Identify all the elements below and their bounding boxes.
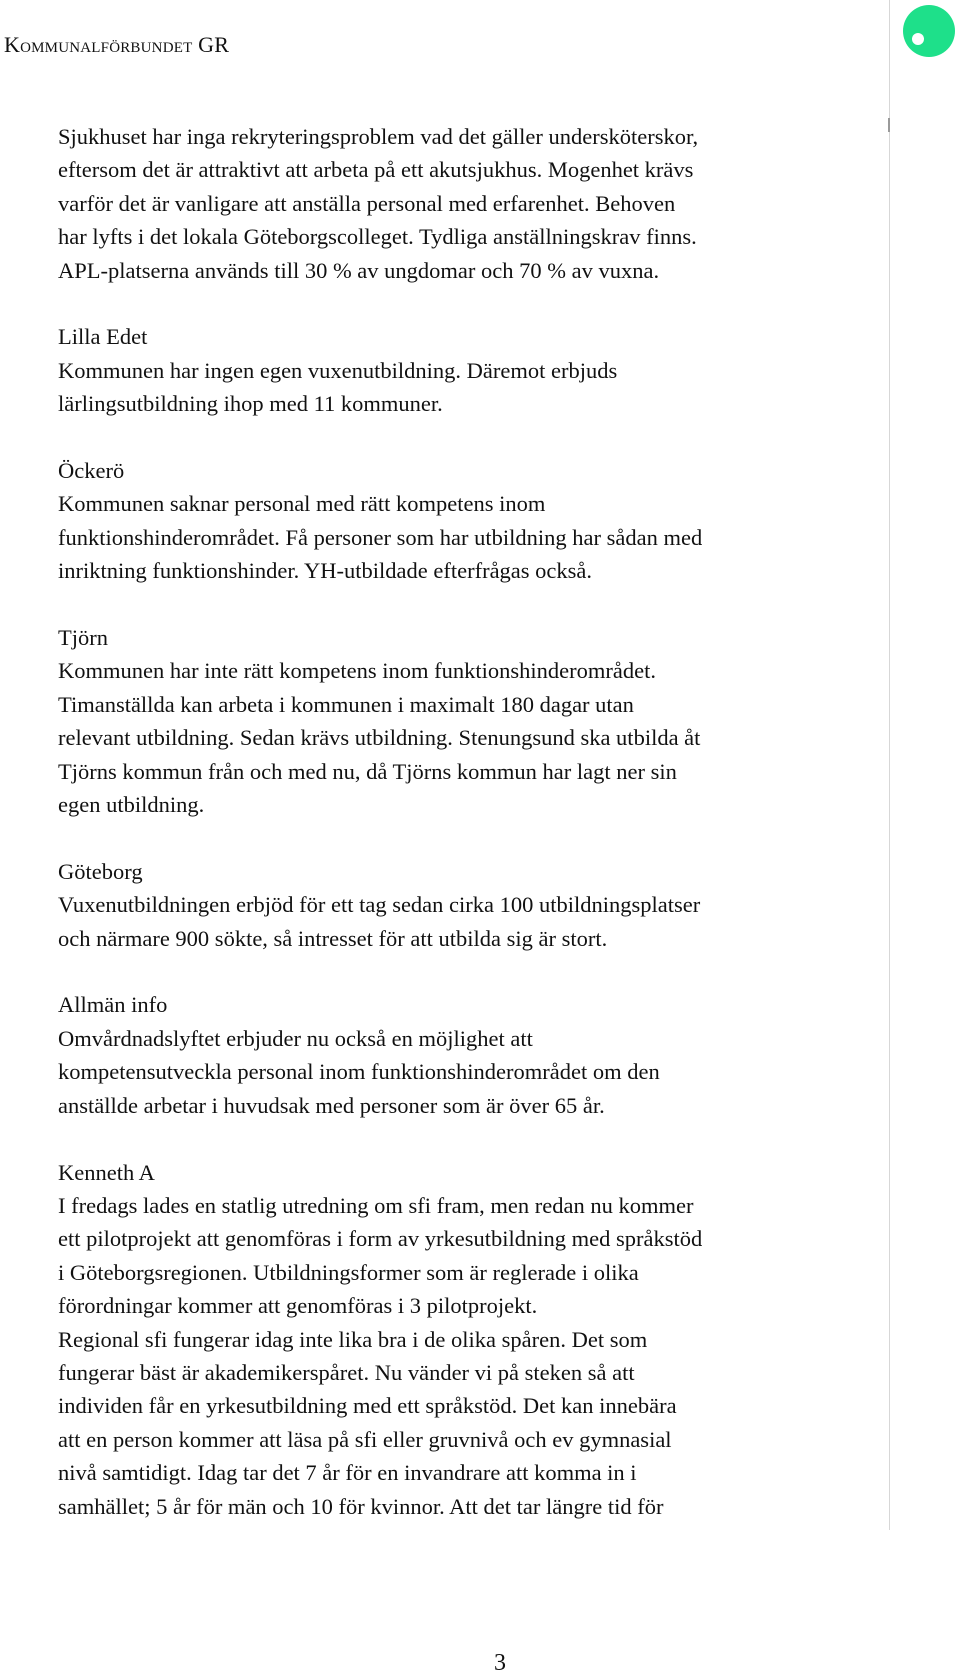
section — [58, 454, 878, 588]
text-line: lärlingsutbildning ihop med 11 kommuner. — [58, 391, 443, 417]
document-body — [58, 120, 878, 1556]
section-heading: Kenneth A — [58, 1159, 155, 1185]
paragraph — [58, 120, 878, 287]
green-dot-logo-icon — [903, 5, 955, 57]
text-line: Vuxenutbildningen erbjöd för ett tag sedan cirka 100 utbildningsplatser — [58, 892, 701, 918]
section-heading: Göteborg — [58, 858, 143, 884]
paragraph — [58, 654, 878, 821]
text-line: Kommunen saknar personal med rätt kompetens inom — [58, 491, 546, 517]
text-line: Tjörns kommun från och med nu, då Tjörns kommun har lagt ner sin — [58, 758, 677, 784]
section-heading: Allmän info — [58, 992, 168, 1018]
text-line: APL-platserna används till 30 % av ungdomar och 70 % av vuxna. — [58, 257, 660, 283]
margin-tick — [888, 118, 890, 132]
paragraph — [58, 487, 878, 587]
text-line: Kommunen har inte rätt kompetens inom funktionshinderområdet. — [58, 658, 656, 684]
text-line: inriktning funktionshinder. YH-utbildade efterfrågas också. — [58, 558, 593, 584]
text-line: funktionshinderområdet. Få personer som har utbildning har sådan med — [58, 524, 703, 550]
text-line: Kommunen har ingen egen vuxenutbildning. Däremot erbjuds — [58, 357, 618, 383]
text-line: I fredags lades en statlig utredning om sfi fram, men redan nu kommer — [58, 1192, 694, 1218]
text-line: fungerar bäst är akademikerspåret. Nu vänder vi på steken så att — [58, 1359, 635, 1385]
section-heading: Tjörn — [58, 625, 108, 651]
paragraph — [58, 1022, 878, 1122]
margin-rule — [889, 0, 890, 1530]
text-line: ett pilotprojekt att genomföras i form av yrkesutbildning med språkstöd — [58, 1226, 703, 1252]
section — [58, 120, 878, 287]
text-line: egen utbildning. — [58, 792, 205, 818]
text-line: kompetensutveckla personal inom funktionshinderområdet om den — [58, 1059, 660, 1085]
text-line: samhället; 5 år för män och 10 för kvinnor. Att det tar längre tid för — [58, 1493, 664, 1519]
text-line: Timanställda kan arbeta i kommunen i maximalt 180 dagar utan — [58, 691, 634, 717]
text-line: varför det är vanligare att anställa personal med erfarenhet. Behoven — [58, 190, 676, 216]
paragraph — [58, 354, 878, 421]
text-line: relevant utbildning. Sedan krävs utbildning. Stenungsund ska utbilda åt — [58, 725, 701, 751]
section — [58, 320, 878, 420]
text-line: att en person kommer att läsa på sfi eller gruvnivå och ev gymnasial — [58, 1426, 672, 1452]
text-line: anställde arbetar i huvudsak med personer som är över 65 år. — [58, 1092, 605, 1118]
text-line: Regional sfi fungerar idag inte lika bra i de olika spåren. Det som — [58, 1326, 648, 1352]
text-line: individen får en yrkesutbildning med ett språkstöd. Det kan innebära — [58, 1393, 677, 1419]
page-number: 3 — [494, 1650, 506, 1676]
organization-header: Kommunalförbundet GR — [4, 32, 230, 57]
text-line: och närmare 900 sökte, så intresset för att utbilda sig är stort. — [58, 925, 608, 951]
paragraph — [58, 888, 878, 955]
section-heading: Lilla Edet — [58, 324, 148, 350]
text-line: eftersom det är attraktivt att arbeta på ett akutsjukhus. Mogenhet krävs — [58, 157, 694, 183]
paragraph — [58, 1189, 878, 1523]
section — [58, 855, 878, 955]
text-line: förordningar kommer att genomföras i 3 pilotprojekt. — [58, 1293, 538, 1319]
text-line: Omvårdnadslyftet erbjuder nu också en möjlighet att — [58, 1025, 533, 1051]
text-line: i Göteborgsregionen. Utbildningsformer som är reglerade i olika — [58, 1259, 639, 1285]
section — [58, 988, 878, 1122]
text-line: har lyfts i det lokala Göteborgscolleget. Tydliga anställningskrav finns. — [58, 224, 697, 250]
section — [58, 1156, 878, 1523]
text-line: nivå samtidigt. Idag tar det 7 år för en invandrare att komma in i — [58, 1460, 637, 1486]
text-line: Sjukhuset har inga rekryteringsproblem vad det gäller undersköterskor, — [58, 124, 699, 149]
section — [58, 621, 878, 821]
section-heading: Öckerö — [58, 458, 125, 484]
